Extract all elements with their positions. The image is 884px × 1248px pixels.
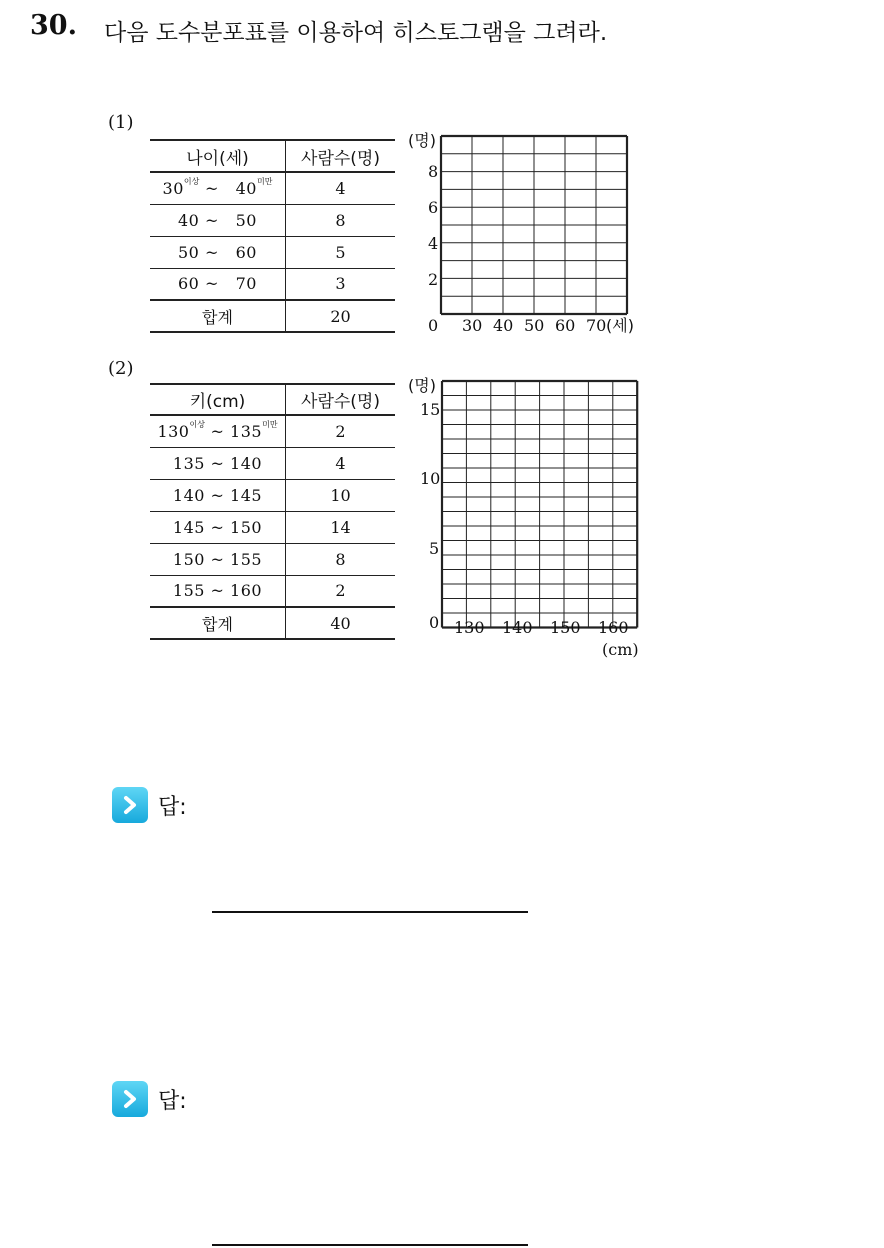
upper-bound-mark: 미만 <box>256 176 273 186</box>
y-tick-label: 8 <box>428 162 439 181</box>
part1-blank-histogram-grid <box>400 125 650 340</box>
table-header-age: 나이(세) <box>150 140 286 172</box>
part1-label: (1) <box>108 112 134 133</box>
lower-bound-mark: 이상 <box>189 419 205 429</box>
y-tick-label: 15 <box>420 400 441 419</box>
x-tick-label: 160 <box>598 618 629 637</box>
class-interval: 50 ~ 60 <box>178 242 257 262</box>
frequency-cell: 8 <box>286 543 396 575</box>
table-row <box>150 479 395 511</box>
total-label: 합계 <box>150 607 286 639</box>
class-interval: 60 ~ 70 <box>178 274 257 294</box>
answer-input-line-2[interactable] <box>212 1244 528 1246</box>
table-row <box>150 511 395 543</box>
y-tick-label: 10 <box>420 469 441 488</box>
table-row <box>150 236 395 268</box>
table-header-count: 사람수(명) <box>286 384 396 415</box>
part1-frequency-table <box>150 139 395 333</box>
question-number: 30. <box>30 10 77 41</box>
frequency-cell: 10 <box>286 479 396 511</box>
table-row <box>150 415 395 447</box>
y-tick-label: 4 <box>428 234 439 253</box>
part2-blank-histogram-grid <box>400 370 650 665</box>
table-header-height: 키(cm) <box>150 384 286 415</box>
x-tick-label: 70 <box>586 316 607 335</box>
frequency-cell: 14 <box>286 511 396 543</box>
total-value: 40 <box>286 607 396 639</box>
question-text: 다음 도수분포표를 이용하여 히스토그램을 그려라. <box>104 20 608 46</box>
frequency-cell: 2 <box>286 575 396 607</box>
answer-prompt-1 <box>112 787 187 823</box>
x-tick-label: 30 <box>462 316 483 335</box>
part2-frequency-table <box>150 383 395 640</box>
frequency-cell: 4 <box>286 172 396 204</box>
frequency-cell: 4 <box>286 447 396 479</box>
upper-bound-mark: 미만 <box>262 419 278 429</box>
x-tick-label: 40 <box>493 316 514 335</box>
answer-input-line-1[interactable] <box>212 911 528 913</box>
lower-bound-mark: 이상 <box>183 176 200 186</box>
grid-lines <box>441 136 627 314</box>
grid-lines <box>442 381 637 628</box>
y-axis-unit: (명) <box>408 376 436 395</box>
x-tick-label: 150 <box>550 618 581 637</box>
part2-label: (2) <box>108 358 134 379</box>
x-tick-label: 140 <box>502 618 533 637</box>
x-axis-unit: (세) <box>606 316 634 335</box>
table-row <box>150 543 395 575</box>
table-header-count: 사람수(명) <box>286 140 396 172</box>
frequency-cell: 5 <box>286 236 396 268</box>
table-row <box>150 204 395 236</box>
class-interval: 140 ~ 145 <box>172 485 263 505</box>
class-interval: $130^{이상}$ ~ $135^{미만}$ <box>157 419 278 441</box>
frequency-cell: 2 <box>286 415 396 447</box>
y-tick-label: 2 <box>428 270 439 289</box>
class-interval: $30^{이상}$ ~ $40^{미만}$ <box>162 176 273 198</box>
answer-prompt-2 <box>112 1081 187 1117</box>
frequency-cell: 8 <box>286 204 396 236</box>
answer-label: 답: <box>158 794 187 820</box>
class-interval: 155 ~ 160 <box>172 581 263 601</box>
y-tick-label: 5 <box>429 539 440 558</box>
x-tick-label: 130 <box>454 618 485 637</box>
table-row <box>150 172 395 204</box>
class-interval: 135 ~ 140 <box>172 453 263 473</box>
y-tick-label: 6 <box>428 198 439 217</box>
chevron-right-icon <box>112 787 148 823</box>
chevron-right-icon <box>112 1081 148 1117</box>
origin-label: 0 <box>429 613 440 632</box>
x-tick-label: 50 <box>524 316 545 335</box>
table-row <box>150 268 395 300</box>
origin-label: 0 <box>428 316 439 335</box>
x-tick-label: 60 <box>555 316 576 335</box>
y-axis-unit: (명) <box>408 131 436 150</box>
table-row <box>150 447 395 479</box>
total-value: 20 <box>286 300 396 332</box>
class-interval: 40 ~ 50 <box>178 210 257 230</box>
x-axis-unit: (cm) <box>602 640 639 659</box>
total-label: 합계 <box>150 300 286 332</box>
answer-label: 답: <box>158 1088 187 1114</box>
frequency-cell: 3 <box>286 268 396 300</box>
table-row <box>150 575 395 607</box>
class-interval: 150 ~ 155 <box>172 549 263 569</box>
class-interval: 145 ~ 150 <box>172 517 263 537</box>
